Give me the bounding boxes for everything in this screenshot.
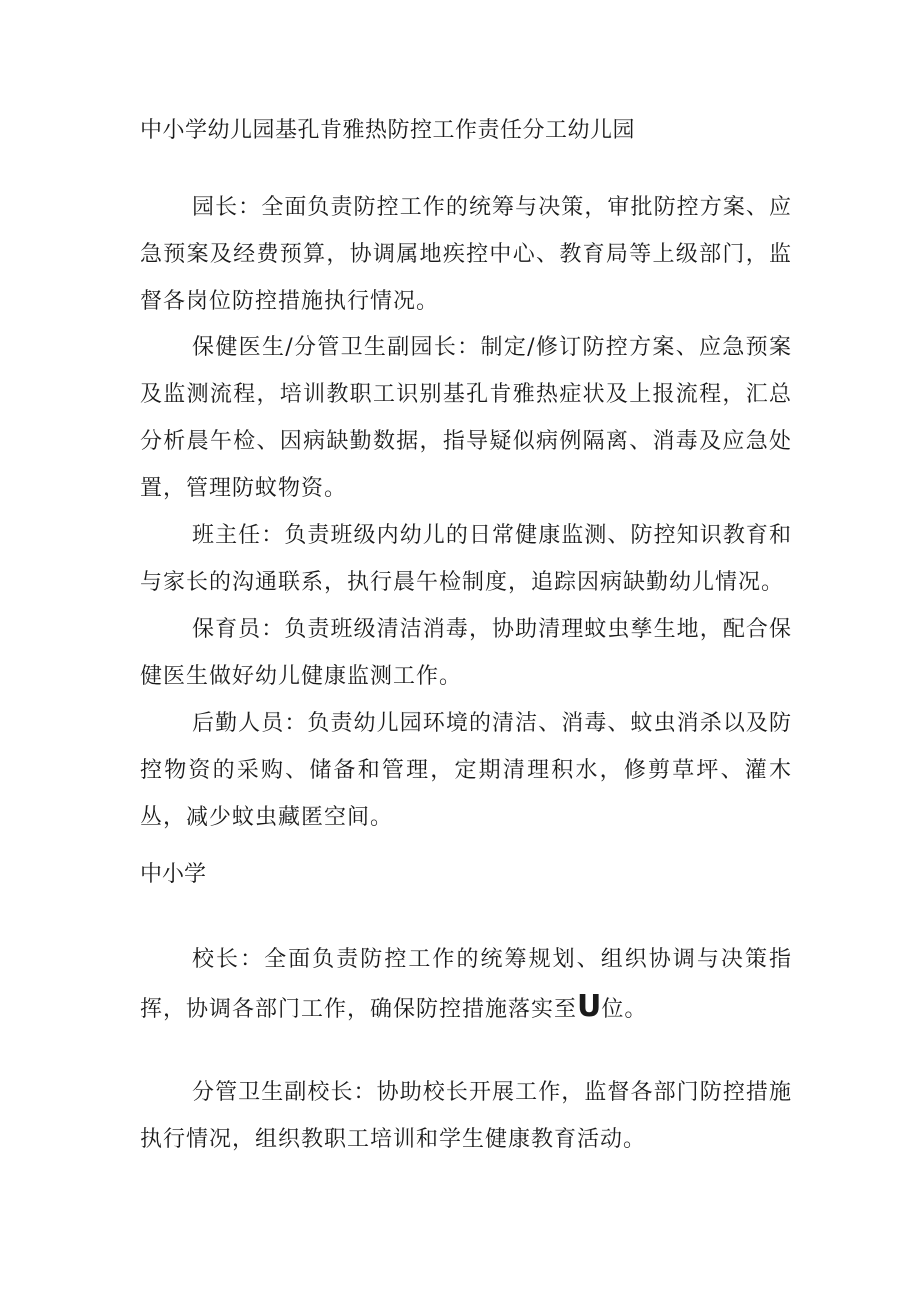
- paragraph-school-principal: [140, 936, 792, 1033]
- paragraph-vice-principal: 分管卫生副校长：协助校长开展工作，监督各部门防控措施执行情况，组织教职工培训和学生健康教育活动。: [140, 1080, 792, 1152]
- section-label-schools: 中小学: [140, 862, 207, 887]
- paragraph-childcare-worker: 保育员：负责班级清洁消毒，协助清理蚊虫孳生地，配合保健医生做好幼儿健康监测工作。: [140, 617, 792, 689]
- principal-big-letter: U: [577, 989, 602, 1024]
- paragraph-kindergarten-principal: 园长：全面负责防控工作的统筹与决策，审批防控方案、应急预案及经费预算，协调属地疾控中心、教育局等上级部门，监督各岗位防控措施执行情况。: [140, 195, 792, 314]
- principal-text-after: 位。: [601, 997, 648, 1022]
- principal-text-before: 校长：全面负责防控工作的统筹规划、组织协调与决策指挥，协调各部门工作，确保防控措施落实至: [140, 947, 792, 1022]
- document-title: 中小学幼儿园基孔肯雅热防控工作责任分工幼儿园: [140, 118, 636, 143]
- paragraph-logistics-staff: 后勤人员：负责幼儿园环境的清洁、消毒、蚊虫消杀以及防控物资的采购、储备和管理，定期清理积水，修剪草坪、灌木丛，减少蚊虫藏匿空间。: [140, 711, 792, 830]
- paragraph-health-doctor: 保健医生/分管卫生副园长：制定/修订防控方案、应急预案及监测流程，培训教职工识别基孔肯雅热症状及上报流程，汇总分析晨午检、因病缺勤数据，指导疑似病例隔离、消毒及应急处置，管理防蚊物资。: [140, 335, 792, 501]
- paragraph-class-teacher: 班主任：负责班级内幼儿的日常健康监测、防控知识教育和与家长的沟通联系，执行晨午检制度，追踪因病缺勤幼儿情况。: [140, 523, 792, 595]
